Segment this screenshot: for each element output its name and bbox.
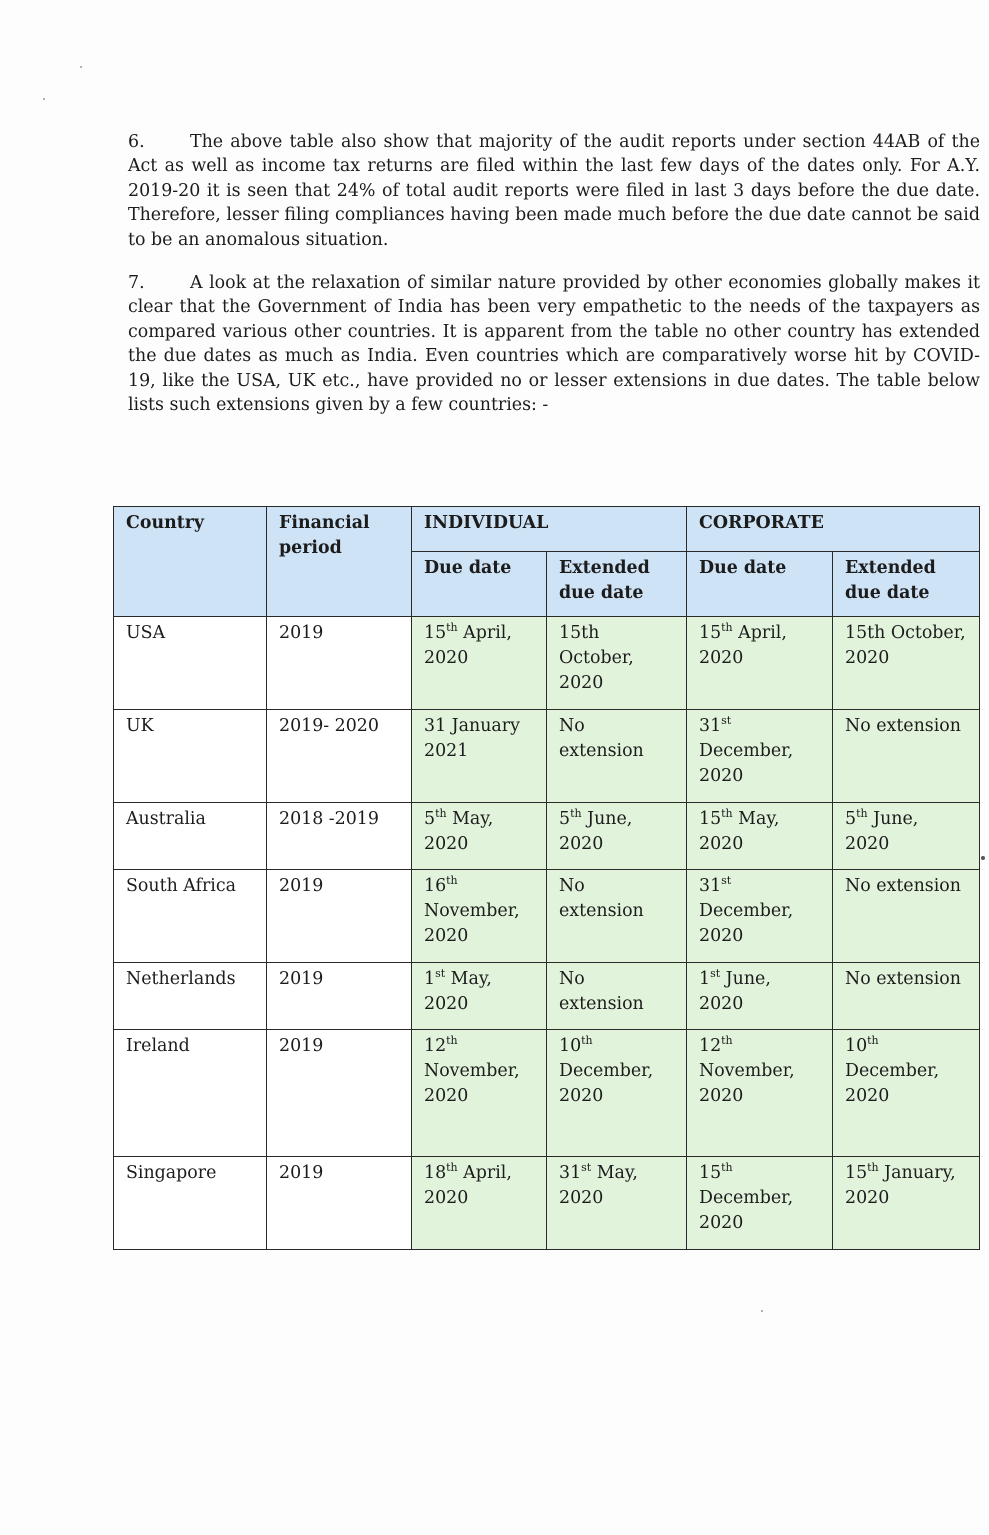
date-day: 1	[699, 969, 711, 989]
date-ordinal-suffix: th	[721, 621, 733, 635]
date-rest: December, 2020	[699, 741, 794, 786]
date-day: No extension	[559, 876, 644, 921]
cell-corporate-due-date	[687, 617, 833, 710]
cell-financial-period: 2019- 2020	[267, 710, 412, 803]
date-rest: December, 2020	[845, 1061, 940, 1106]
cell-individual-extended-due-date	[547, 1157, 687, 1250]
cell-corporate-extended-due-date	[833, 710, 980, 803]
table-row	[114, 1030, 980, 1157]
cell-individual-due-date	[412, 870, 547, 963]
cell-financial-period: 2019	[267, 963, 412, 1030]
paragraph-7	[128, 271, 980, 417]
paragraph-text: The above table also show that majority of the audit reports under section 44AB of the Act as well as income tax returns are filed within the last few days of the dates only. For A.Y. 2019-20 it is seen that 24% of total audit reports were filed in last 3 days before the due date. Therefore, lesser filing compliances having been made much before the due date cannot be said to be an anomalous situation.	[128, 132, 980, 250]
table-row	[114, 710, 980, 803]
header-country: Country	[114, 507, 267, 617]
header-corporate-due-date: Due date	[687, 552, 833, 617]
paragraph-number: 7.	[128, 273, 145, 293]
cell-individual-due-date	[412, 1030, 547, 1157]
table-row	[114, 1157, 980, 1250]
cell-country: Singapore	[114, 1157, 267, 1250]
scan-speck	[981, 856, 985, 860]
paragraph-6	[128, 130, 980, 252]
date-ordinal-suffix: th	[446, 874, 458, 888]
date-day: 15th October, 2020	[845, 623, 966, 668]
date-ordinal-suffix: th	[446, 1034, 458, 1048]
date-day: 31 January 2021	[424, 716, 520, 761]
cell-corporate-extended-due-date	[833, 963, 980, 1030]
table-row	[114, 617, 980, 710]
cell-individual-extended-due-date	[547, 1030, 687, 1157]
date-ordinal-suffix: th	[581, 1034, 593, 1048]
date-rest: June, 2020	[699, 969, 771, 1014]
cell-corporate-due-date	[687, 870, 833, 963]
date-day: 31	[699, 876, 722, 896]
cell-individual-extended-due-date	[547, 870, 687, 963]
cell-financial-period: 2019	[267, 870, 412, 963]
cell-individual-extended-due-date	[547, 617, 687, 710]
date-ordinal-suffix: st	[721, 714, 732, 728]
cell-country: UK	[114, 710, 267, 803]
cell-corporate-due-date	[687, 1157, 833, 1250]
cell-financial-period: 2019	[267, 1157, 412, 1250]
date-ordinal-suffix: th	[446, 1161, 458, 1175]
date-rest: December, 2020	[699, 1188, 794, 1233]
cell-financial-period: 2018 -2019	[267, 803, 412, 870]
date-day: 5	[559, 809, 571, 829]
date-rest: June, 2020	[559, 809, 633, 854]
cell-individual-due-date	[412, 617, 547, 710]
cell-individual-extended-due-date	[547, 963, 687, 1030]
cell-corporate-extended-due-date	[833, 870, 980, 963]
cell-corporate-extended-due-date	[833, 617, 980, 710]
date-day: No extension	[559, 969, 644, 1014]
date-day: 10	[845, 1036, 868, 1056]
date-day: 15	[699, 809, 722, 829]
cell-corporate-extended-due-date	[833, 1157, 980, 1250]
due-date-extensions-table	[113, 506, 980, 1250]
date-day: No extension	[845, 969, 961, 989]
header-individual: INDIVIDUAL	[412, 507, 687, 552]
cell-corporate-due-date	[687, 803, 833, 870]
date-rest: December, 2020	[699, 901, 794, 946]
header-individual-extended-due-date: Extended due date	[547, 552, 687, 617]
date-ordinal-suffix: th	[856, 807, 868, 821]
cell-corporate-due-date	[687, 1030, 833, 1157]
date-ordinal-suffix: st	[435, 967, 446, 981]
cell-financial-period: 2019	[267, 617, 412, 710]
header-corporate: CORPORATE	[687, 507, 980, 552]
scan-speck	[43, 98, 45, 100]
cell-financial-period: 2019	[267, 1030, 412, 1157]
header-corporate-extended-due-date: Extended due date	[833, 552, 980, 617]
date-day: No extension	[845, 716, 961, 736]
cell-country: USA	[114, 617, 267, 710]
cell-country: South Africa	[114, 870, 267, 963]
date-day: No extension	[845, 876, 961, 896]
date-ordinal-suffix: th	[570, 807, 582, 821]
date-day: No extension	[559, 716, 644, 761]
date-rest: November, 2020	[699, 1061, 795, 1106]
date-ordinal-suffix: st	[581, 1161, 592, 1175]
cell-individual-due-date	[412, 963, 547, 1030]
cell-individual-extended-due-date	[547, 710, 687, 803]
table-body	[114, 617, 980, 1250]
cell-corporate-due-date	[687, 710, 833, 803]
cell-corporate-extended-due-date	[833, 1030, 980, 1157]
date-ordinal-suffix: th	[446, 621, 458, 635]
cell-individual-due-date	[412, 710, 547, 803]
date-day: 5	[845, 809, 857, 829]
date-ordinal-suffix: th	[721, 807, 733, 821]
date-ordinal-suffix: st	[710, 967, 721, 981]
date-ordinal-suffix: th	[435, 807, 447, 821]
cell-corporate-extended-due-date	[833, 803, 980, 870]
date-rest: November, 2020	[424, 901, 520, 946]
date-day: 15	[699, 1163, 722, 1183]
date-rest: January, 2020	[845, 1163, 956, 1208]
date-ordinal-suffix: th	[867, 1034, 879, 1048]
cell-corporate-due-date	[687, 963, 833, 1030]
date-day: 12	[699, 1036, 722, 1056]
date-ordinal-suffix: th	[721, 1034, 733, 1048]
date-rest: June, 2020	[845, 809, 919, 854]
header-individual-due-date: Due date	[412, 552, 547, 617]
date-day: 18	[424, 1163, 447, 1183]
cell-country: Netherlands	[114, 963, 267, 1030]
date-day: 12	[424, 1036, 447, 1056]
table-row	[114, 870, 980, 963]
scan-speck	[761, 1310, 763, 1312]
date-rest: May, 2020	[424, 969, 492, 1014]
cell-individual-extended-due-date	[547, 803, 687, 870]
date-ordinal-suffix: th	[721, 1161, 733, 1175]
table-row	[114, 803, 980, 870]
date-ordinal-suffix: st	[721, 874, 732, 888]
date-rest: November, 2020	[424, 1061, 520, 1106]
date-day: 5	[424, 809, 436, 829]
cell-country: Ireland	[114, 1030, 267, 1157]
date-rest: May, 2020	[699, 809, 780, 854]
date-day: 15th October, 2020	[559, 623, 634, 693]
date-rest: April, 2020	[424, 623, 512, 668]
header-financial-period: Financial period	[267, 507, 412, 617]
date-day: 10	[559, 1036, 582, 1056]
date-rest: April, 2020	[424, 1163, 512, 1208]
cell-individual-due-date	[412, 1157, 547, 1250]
date-rest: May, 2020	[424, 809, 494, 854]
table-row	[114, 963, 980, 1030]
date-day: 15	[845, 1163, 868, 1183]
date-ordinal-suffix: th	[867, 1161, 879, 1175]
date-rest: December, 2020	[559, 1061, 654, 1106]
cell-individual-due-date	[412, 803, 547, 870]
date-day: 16	[424, 876, 447, 896]
cell-country: Australia	[114, 803, 267, 870]
paragraph-number: 6.	[128, 132, 145, 152]
date-day: 31	[699, 716, 722, 736]
date-rest: May, 2020	[559, 1163, 638, 1208]
paragraph-text: A look at the relaxation of similar nature provided by other economies globally makes it clear that the Government of India has been very empathetic to the needs of the taxpayers as compared various other countries. It is apparent from the table no other country has extended the due dates as much as India. Even countries which are comparatively worse hit by COVID-19, like the USA, UK etc., have provided no or lesser extensions in due dates. The table below lists such extensions given by a few countries: -	[128, 273, 980, 416]
date-day: 15	[424, 623, 447, 643]
date-day: 31	[559, 1163, 582, 1183]
date-day: 1	[424, 969, 436, 989]
date-day: 15	[699, 623, 722, 643]
date-rest: April, 2020	[699, 623, 787, 668]
header-row-top	[114, 507, 980, 552]
scan-speck	[80, 66, 82, 68]
